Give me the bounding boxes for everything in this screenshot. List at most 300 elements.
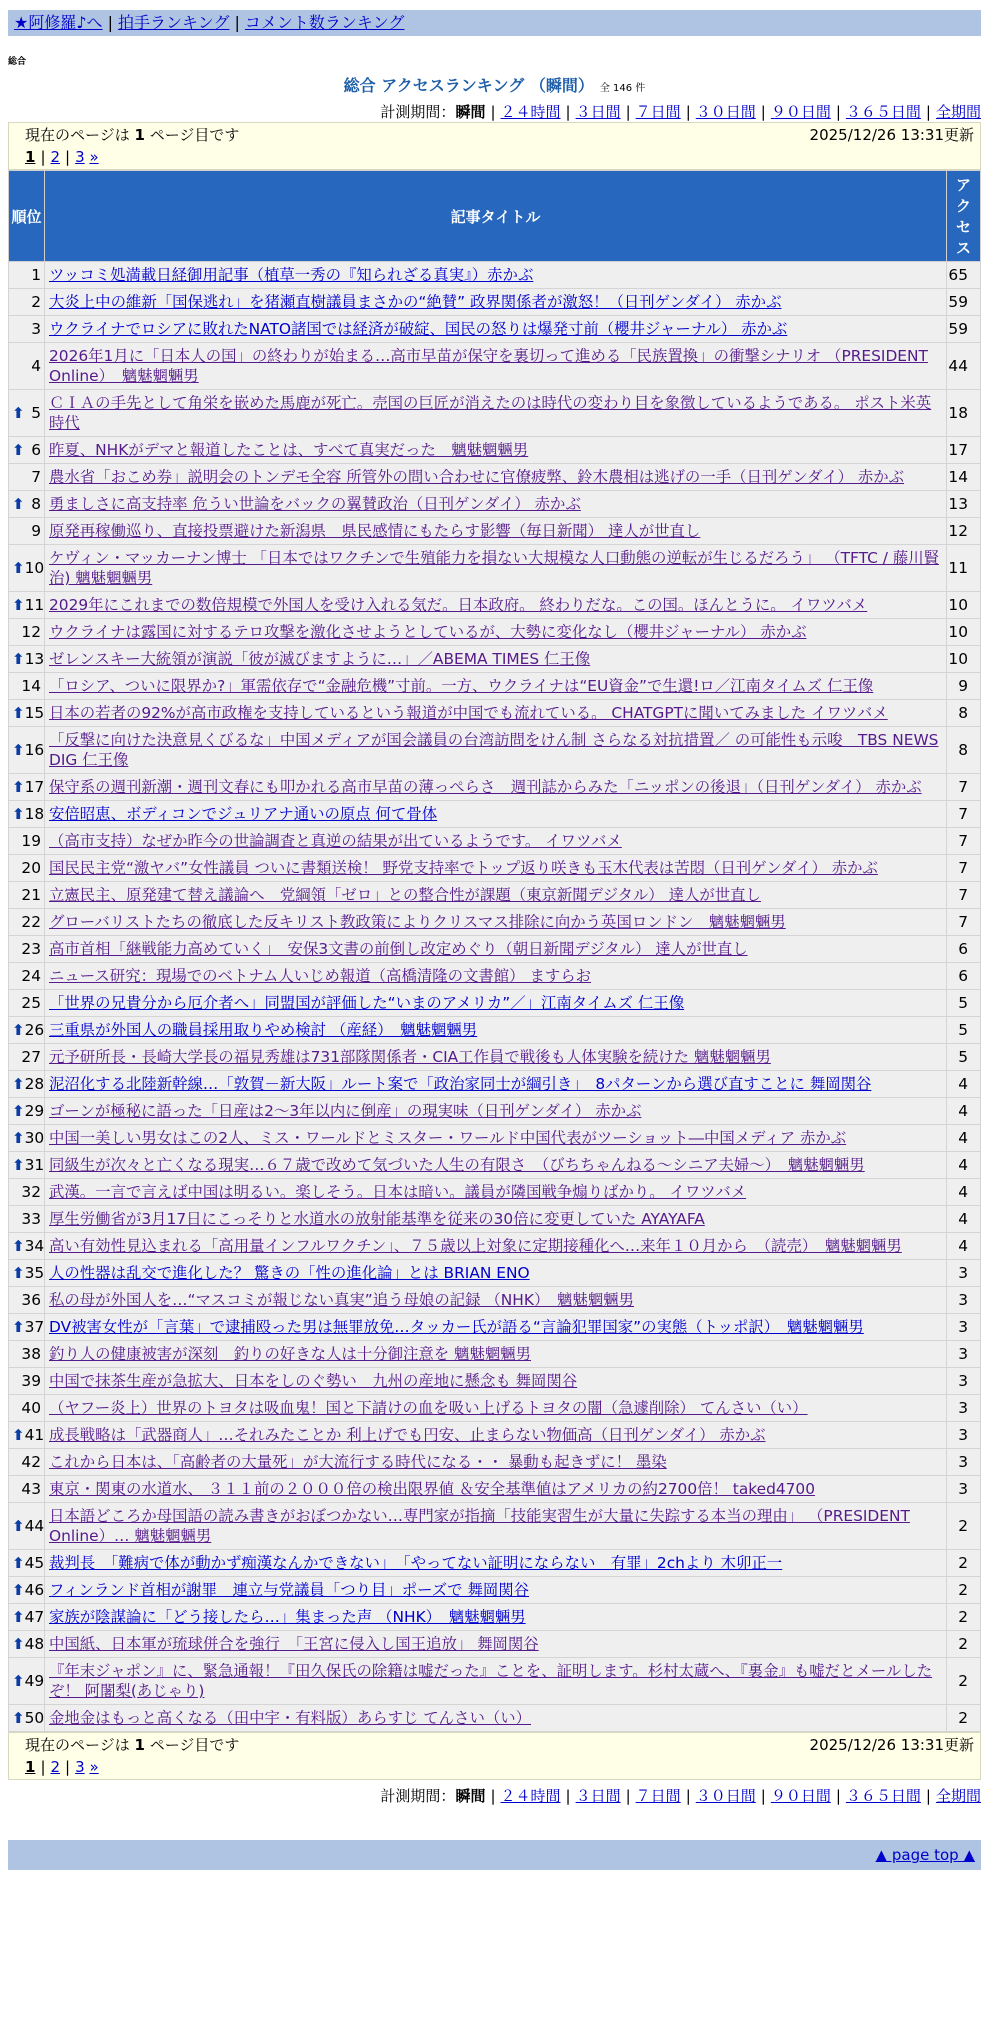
title-cell xyxy=(45,1503,947,1550)
period-link[interactable]: ３６５日間 xyxy=(845,103,921,121)
table-row xyxy=(9,673,981,700)
rank-up-arrow-icon: ⬆ xyxy=(12,1554,25,1572)
article-link[interactable]: ニュース研究：現場でのベトナム人いじめ報道（高橋清隆の文書館） ますらお xyxy=(49,967,592,985)
article-link[interactable]: 安倍昭恵、ボディコンでジュリアナ通いの原点 何て骨体 xyxy=(49,805,438,823)
access-column-header: アクセス xyxy=(947,171,981,262)
period-separator: | xyxy=(490,1787,496,1805)
rank-cell xyxy=(9,1287,45,1314)
access-count: 7 xyxy=(947,855,981,882)
table-row xyxy=(9,437,981,464)
period-separator: | xyxy=(625,1787,631,1805)
rank-up-arrow-icon: ⬆ xyxy=(12,596,25,614)
rank-number: 43 xyxy=(21,1480,41,1498)
rank-cell xyxy=(9,855,45,882)
pager-current-number: 1 xyxy=(134,126,145,144)
rank-number: 18 xyxy=(24,805,45,823)
access-count: 3 xyxy=(947,1476,981,1503)
article-link[interactable]: 泥沼化する北陸新幹線…「敦賀－新大阪」ルート案で「政治家同士が綱引き」 8パターンから選び直すことに 舞岡関谷 xyxy=(49,1075,872,1093)
pager-links-row xyxy=(25,1757,974,1777)
access-count: 18 xyxy=(947,390,981,437)
article-link[interactable]: 東京・関東の水道水、 ３１１前の２０００倍の検出限界値 ＆安全基準値はアメリカの約2700倍！ taked4700 xyxy=(49,1480,816,1498)
total-count: 全 146 件 xyxy=(599,83,646,94)
access-count: 2 xyxy=(947,1577,981,1604)
rank-cell xyxy=(9,289,45,316)
period-label: 計測期間： xyxy=(380,1787,456,1805)
pager-bottom xyxy=(8,1732,981,1780)
rank-number: 1 xyxy=(31,266,41,284)
rank-number: 22 xyxy=(21,913,41,931)
article-link[interactable]: ＣＩＡの手先として角栄を嵌めた馬鹿が死亡。売国の巨匠が消えたのは時代の変わり目を象徴しているようである。 ポスト米英時代 xyxy=(49,394,932,432)
pager-status xyxy=(25,1735,239,1755)
access-count: 4 xyxy=(947,1206,981,1233)
rank-cell xyxy=(9,700,45,727)
article-link[interactable]: 2029年にこれまでの数倍規模で外国人を受け入れる気だ。日本政府。 終わりだな。この国。ほんとうに。 イワツバメ xyxy=(49,596,868,614)
title-cell xyxy=(45,390,947,437)
title-cell xyxy=(45,316,947,343)
rank-cell xyxy=(9,1476,45,1503)
table-row xyxy=(9,1658,981,1705)
table-row xyxy=(9,464,981,491)
pager-page-link[interactable]: 2 xyxy=(50,1758,61,1776)
pager-status-suffix: ページ目です xyxy=(149,126,240,144)
table-row xyxy=(9,1449,981,1476)
rank-up-arrow-icon: ⬆ xyxy=(12,1672,25,1690)
access-count: 7 xyxy=(947,774,981,801)
rank-cell xyxy=(9,464,45,491)
table-row xyxy=(9,855,981,882)
pager-separator: | xyxy=(40,148,46,166)
table-row xyxy=(9,1179,981,1206)
article-link[interactable]: 立憲民主、原発建て替え議論へ 党綱領「ゼロ」との整合性が課題（東京新聞デジタル） 達人が世直し xyxy=(49,886,761,904)
rank-number: 26 xyxy=(24,1021,45,1039)
table-row xyxy=(9,592,981,619)
article-link[interactable]: 三重県が外国人の職員採用取りやめ検討 （産経） 魑魅魍魎男 xyxy=(49,1021,478,1039)
rank-number: 39 xyxy=(21,1372,41,1390)
article-link[interactable]: 同級生が次々と亡くなる現実…６７歳で改めて気づいた人生の有限さ （びちちゃんねる～シニア夫婦～） 魑魅魍魎男 xyxy=(49,1156,865,1174)
table-row xyxy=(9,1287,981,1314)
period-link[interactable]: ３０日間 xyxy=(695,1787,756,1805)
title-cell xyxy=(45,1233,947,1260)
rank-number: 2 xyxy=(31,293,41,311)
pager-separator: | xyxy=(40,1758,46,1776)
period-separator: | xyxy=(835,1787,841,1805)
article-link[interactable]: 釣り人の健康被害が深刻 釣りの好きな人は十分御注意を 魑魅魍魎男 xyxy=(49,1345,532,1363)
rank-number: 19 xyxy=(21,832,41,850)
access-count: 2 xyxy=(947,1631,981,1658)
access-count: 3 xyxy=(947,1287,981,1314)
rank-cell xyxy=(9,545,45,592)
article-link[interactable]: 昨夏、NHKがデマと報道したことは、すべて真実だった 魑魅魍魎男 xyxy=(49,441,529,459)
rank-up-arrow-icon: ⬆ xyxy=(12,495,25,513)
rank-cell xyxy=(9,619,45,646)
table-row xyxy=(9,774,981,801)
pager-top xyxy=(8,122,981,170)
period-link[interactable]: ３日間 xyxy=(575,103,621,121)
rank-number: 35 xyxy=(24,1264,45,1282)
article-link[interactable]: 厚生労働省が3月17日にこっそりと水道水の放射能基準を従来の30倍に変更していた AYAYAFA xyxy=(49,1210,705,1228)
title-cell xyxy=(45,1604,947,1631)
table-row xyxy=(9,316,981,343)
article-link[interactable]: 人の性器は乱交で進化した？ 驚きの「性の進化論」とは BRIAN ENO xyxy=(49,1264,530,1282)
article-link[interactable]: これから日本は、「高齢者の大量死」が大流行する時代になる・・ 暴動も起きずに！ 墨染 xyxy=(49,1453,667,1471)
access-count: 13 xyxy=(947,491,981,518)
access-count: 3 xyxy=(947,1260,981,1287)
period-link[interactable]: ９０日間 xyxy=(770,1787,831,1805)
title-cell xyxy=(45,1125,947,1152)
table-row xyxy=(9,1152,981,1179)
period-link[interactable]: ２４時間 xyxy=(500,103,561,121)
rank-up-arrow-icon: ⬆ xyxy=(12,1156,25,1174)
article-link[interactable]: 農水省「おこめ券」説明会のトンデモ全容 所管外の問い合わせに官僚疲弊、鈴木農相は逃げの一手（日刊ゲンダイ） 赤かぶ xyxy=(49,468,905,486)
access-count: 7 xyxy=(947,801,981,828)
access-count: 14 xyxy=(947,464,981,491)
rank-number: 11 xyxy=(24,596,45,614)
table-row xyxy=(9,882,981,909)
table-row xyxy=(9,1098,981,1125)
title-cell xyxy=(45,464,947,491)
table-row xyxy=(9,1233,981,1260)
period-link[interactable]: ３０日間 xyxy=(695,103,756,121)
article-link[interactable]: グローバリストたちの徹底した反キリスト教政策によりクリスマス排除に向かう英国ロンドン 魑魅魍魎男 xyxy=(49,913,786,931)
rank-up-arrow-icon: ⬆ xyxy=(12,1264,25,1282)
title-cell xyxy=(45,1152,947,1179)
period-separator: | xyxy=(760,1787,766,1805)
rank-number: 49 xyxy=(24,1672,45,1690)
clap-ranking-link[interactable]: 拍手ランキング xyxy=(117,13,230,32)
period-separator: | xyxy=(490,103,496,121)
article-link[interactable]: 日本の若者の92%が高市政権を支持しているという報道が中国でも流れている。 CHATGPTに聞いてみました イワツバメ xyxy=(49,704,888,722)
rank-up-arrow-icon: ⬆ xyxy=(12,1581,25,1599)
rank-number: 23 xyxy=(21,940,41,958)
rank-cell xyxy=(9,936,45,963)
title-cell xyxy=(45,437,947,464)
title-cell xyxy=(45,1395,947,1422)
article-link[interactable]: 勇ましさに高支持率 危うい世論をバックの翼賛政治（日刊ゲンダイ） 赤かぶ xyxy=(49,495,581,513)
rank-cell xyxy=(9,673,45,700)
rank-cell xyxy=(9,1260,45,1287)
rank-cell xyxy=(9,1044,45,1071)
article-link[interactable]: 国民民主党“激ヤバ”女性議員 ついに書類送検！ 野党支持率でトップ返り咲きも玉木代表は苦悶（日刊ゲンダイ） 赤かぶ xyxy=(49,859,878,877)
period-separator: | xyxy=(685,1787,691,1805)
access-count: 7 xyxy=(947,909,981,936)
article-link[interactable]: 高市首相「継戦能力高めていく」 安保3文書の前倒し改定めぐり（朝日新聞デジタル） 達人が世直し xyxy=(49,940,748,958)
table-row xyxy=(9,262,981,289)
rank-number: 21 xyxy=(21,886,41,904)
article-link[interactable]: 武漢。一言で言えば中国は明るい。楽しそう。日本は暗い。議員が隣国戦争煽りばかり。 イワツバメ xyxy=(49,1183,747,1201)
period-link[interactable]: 全期間 xyxy=(935,1787,981,1805)
title-cell xyxy=(45,801,947,828)
table-row xyxy=(9,1260,981,1287)
article-link[interactable]: ゼレンスキー大統領が演説「彼が滅びますように…」／ABEMA TIMES 仁王像 xyxy=(49,650,591,668)
rank-cell xyxy=(9,1179,45,1206)
access-count: 9 xyxy=(947,673,981,700)
rank-up-arrow-icon: ⬆ xyxy=(12,778,25,796)
access-count: 3 xyxy=(947,1395,981,1422)
table-header-row xyxy=(9,171,981,262)
rank-number: 20 xyxy=(21,859,41,877)
title-cell xyxy=(45,882,947,909)
ranking-table xyxy=(8,170,981,1732)
rank-cell xyxy=(9,1705,45,1732)
access-count: 4 xyxy=(947,1179,981,1206)
period-separator: | xyxy=(760,103,766,121)
rank-cell xyxy=(9,1577,45,1604)
article-link[interactable]: 2026年1月に「日本人の国」の終わりが始まる…高市早苗が保守を裏切って進める「民族置換」の衝撃シナリオ （PRESIDENT Online） 魑魅魍魎男 xyxy=(49,347,928,385)
rank-cell xyxy=(9,1550,45,1577)
rank-number: 4 xyxy=(31,357,41,375)
rank-cell xyxy=(9,1395,45,1422)
period-separator: | xyxy=(925,1787,931,1805)
rank-up-arrow-icon: ⬆ xyxy=(12,650,25,668)
rank-number: 10 xyxy=(24,559,45,577)
comment-ranking-link[interactable]: コメント数ランキング xyxy=(244,13,405,32)
page-top-link[interactable]: ▲ page top ▲ xyxy=(875,1846,975,1864)
article-link[interactable]: 大炎上中の維新「国保逃れ」を猪瀬直樹議員まさかの“絶賛” 政界関係者が激怒！（日刊ゲンダイ） 赤かぶ xyxy=(49,293,782,311)
period-separator: | xyxy=(835,103,841,121)
rank-cell xyxy=(9,343,45,390)
access-count: 17 xyxy=(947,437,981,464)
rank-number: 30 xyxy=(24,1129,45,1147)
table-row xyxy=(9,1476,981,1503)
access-count: 11 xyxy=(947,545,981,592)
access-count: 3 xyxy=(947,1449,981,1476)
rank-cell xyxy=(9,882,45,909)
rank-number: 29 xyxy=(24,1102,45,1120)
access-count: 4 xyxy=(947,1098,981,1125)
pager-status-prefix: 現在のページは xyxy=(25,126,130,144)
article-link[interactable]: 金地金はもっと高くなる（田中宇・有料版）あらすじ てんさい（い） xyxy=(49,1709,532,1727)
pager-page-link[interactable]: 2 xyxy=(50,148,61,166)
rank-cell xyxy=(9,801,45,828)
access-count: 4 xyxy=(947,1233,981,1260)
article-link[interactable]: 家族が陰謀論に「どう接したら…」集まった声 （NHK） 魑魅魍魎男 xyxy=(49,1608,526,1626)
rank-up-arrow-icon: ⬆ xyxy=(12,1517,25,1535)
rank-cell xyxy=(9,592,45,619)
article-link[interactable]: （ヤフー炎上）世界のトヨタは吸血鬼！国と下請けの血を吸い上げるトヨタの闇（急遽削除） てんさい（い） xyxy=(49,1399,808,1417)
pager-separator: | xyxy=(65,148,71,166)
table-row xyxy=(9,491,981,518)
title-cell xyxy=(45,700,947,727)
article-link[interactable]: ウクライナは露国に対するテロ攻撃を激化させようとしているが、大勢に変化なし（櫻井ジャーナル） 赤かぶ xyxy=(49,623,807,641)
article-link[interactable]: ゴーンが極秘に語った「日産は2～3年以内に倒産」の現実味（日刊ゲンダイ） 赤かぶ xyxy=(49,1102,642,1120)
rank-cell xyxy=(9,1503,45,1550)
access-count: 59 xyxy=(947,289,981,316)
table-row xyxy=(9,1395,981,1422)
table-row xyxy=(9,1206,981,1233)
period-separator: | xyxy=(565,1787,571,1805)
rank-number: 46 xyxy=(24,1581,45,1599)
rank-up-arrow-icon: ⬆ xyxy=(12,1129,25,1147)
title-cell xyxy=(45,1341,947,1368)
rank-up-arrow-icon: ⬆ xyxy=(12,1318,25,1336)
period-link[interactable]: ７日間 xyxy=(635,1787,681,1805)
rank-cell xyxy=(9,1017,45,1044)
rank-up-arrow-icon: ⬆ xyxy=(12,1021,25,1039)
access-count: 3 xyxy=(947,1341,981,1368)
pager-page-link[interactable]: 3 xyxy=(75,148,85,166)
rank-cell xyxy=(9,1604,45,1631)
title-cell xyxy=(45,343,947,390)
rank-cell xyxy=(9,909,45,936)
rank-cell xyxy=(9,390,45,437)
table-row xyxy=(9,1705,981,1732)
rank-cell xyxy=(9,828,45,855)
article-link[interactable]: 日本語どころか母国語の読み書きがおぼつかない…専門家が指摘「技能実習生が大量に失踪する本当の理由」 （PRESIDENT Online）… 魑魅魍魎男 xyxy=(49,1507,910,1545)
updated-timestamp: 2025/12/26 13:31更新 xyxy=(809,126,974,144)
period-link[interactable]: ２４時間 xyxy=(500,1787,561,1805)
rank-number: 34 xyxy=(24,1237,45,1255)
rank-cell xyxy=(9,1071,45,1098)
article-link[interactable]: DV被害女性が「言葉」で逮捕殴った男は無罪放免…タッカー氏が語る“言論犯罪国家”の実態（トッポ訳） 魑魅魍魎男 xyxy=(49,1318,864,1336)
updated-timestamp: 2025/12/26 13:31更新 xyxy=(809,1736,974,1754)
access-count: 2 xyxy=(947,1550,981,1577)
table-row xyxy=(9,1503,981,1550)
article-link[interactable]: 元予研所長・長崎大学長の福見秀雄は731部隊関係者・CIA工作員で戦後も人体実験を続けた 魑魅魍魎男 xyxy=(49,1048,771,1066)
period-link[interactable]: ３６５日間 xyxy=(845,1787,921,1805)
access-count: 4 xyxy=(947,1125,981,1152)
rank-cell xyxy=(9,1341,45,1368)
article-link[interactable]: 「世界の兄貴分から厄介者へ」同盟国が評価した“いまのアメリカ”／」江南タイムズ 仁王像 xyxy=(49,994,685,1012)
home-link[interactable]: ★阿修羅♪へ xyxy=(14,13,103,32)
rank-up-arrow-icon: ⬆ xyxy=(12,441,25,459)
article-link[interactable]: ケヴィン・マッカーナン博士 「日本ではワクチンで生殖能力を損ない大規模な人口動態の逆転が生じるだろう」 （TFTC / 藤川賢治) 魑魅魍魎男 xyxy=(49,549,939,587)
access-count: 6 xyxy=(947,963,981,990)
title-cell xyxy=(45,289,947,316)
article-link[interactable]: 中国紙、日本軍が琉球併合を強行 「王宮に侵入し国王追放」 舞岡関谷 xyxy=(49,1635,539,1653)
title-cell xyxy=(45,545,947,592)
article-link[interactable]: 「ロシア、ついに限界か?」軍需依存で“金融危機”寸前。一方、ウクライナは“EU資金”で生還!ロ／江南タイムズ 仁王像 xyxy=(49,677,874,695)
rank-number: 40 xyxy=(21,1399,41,1417)
article-link[interactable]: （高市支持）なぜか昨今の世論調査と真逆の結果が出ているようです。 イワツバメ xyxy=(49,832,622,850)
article-link[interactable]: フィンランド首相が謝罪 連立与党議員「つり目」ポーズで 舞岡関谷 xyxy=(49,1581,530,1599)
nav-separator: | xyxy=(107,13,113,32)
period-separator: | xyxy=(565,103,571,121)
title-cell xyxy=(45,592,947,619)
rank-cell xyxy=(9,1206,45,1233)
period-link[interactable]: 全期間 xyxy=(935,103,981,121)
rank-number: 32 xyxy=(21,1183,41,1201)
title-cell xyxy=(45,518,947,545)
period-link[interactable]: ９０日間 xyxy=(770,103,831,121)
period-link[interactable]: ３日間 xyxy=(575,1787,621,1805)
table-row xyxy=(9,289,981,316)
title-cell xyxy=(45,1449,947,1476)
access-count: 2 xyxy=(947,1604,981,1631)
pager-next-link[interactable]: » xyxy=(89,1758,99,1776)
rank-number: 45 xyxy=(24,1554,45,1572)
table-row xyxy=(9,1017,981,1044)
rank-number: 37 xyxy=(24,1318,45,1336)
rank-number: 16 xyxy=(24,741,45,759)
rank-number: 28 xyxy=(24,1075,45,1093)
article-link[interactable]: 保守系の週刊新潮・週刊文春にも叩かれる高市早苗の薄っぺらさ 週刊誌からみた「ニッポンの後退」（日刊ゲンダイ） 赤かぶ xyxy=(49,778,922,796)
rank-cell xyxy=(9,990,45,1017)
table-row xyxy=(9,390,981,437)
title-cell xyxy=(45,855,947,882)
rank-number: 50 xyxy=(24,1709,45,1727)
table-row xyxy=(9,990,981,1017)
access-count: 2 xyxy=(947,1705,981,1732)
period-current: 瞬間 xyxy=(455,1787,486,1805)
article-link[interactable]: ツッコミ処満載日経御用記事（植草一秀の『知られざる真実』）赤かぶ xyxy=(49,266,534,284)
article-link[interactable]: 「反撃に向けた決意見くびるな」中国メディアが国会議員の台湾訪問をけん制 さらなる対抗措置／ の可能性も示唆 TBS NEWS DIG 仁王像 xyxy=(49,731,939,769)
period-selector-bottom xyxy=(8,1786,981,1806)
title-cell xyxy=(45,1206,947,1233)
table-row xyxy=(9,828,981,855)
rank-cell xyxy=(9,1233,45,1260)
title-cell xyxy=(45,491,947,518)
period-link[interactable]: ７日間 xyxy=(635,103,681,121)
access-count: 2 xyxy=(947,1658,981,1705)
title-cell xyxy=(45,1179,947,1206)
pager-status-row xyxy=(25,125,974,145)
title-cell xyxy=(45,1422,947,1449)
rank-number: 27 xyxy=(21,1048,41,1066)
rank-cell xyxy=(9,1422,45,1449)
title-cell xyxy=(45,1705,947,1732)
nav-separator: | xyxy=(234,13,240,32)
article-link[interactable]: 『年末ジャポン』に、緊急通報！『田久保氏の除籍は嘘だった』ことを、証明します。杉村太蔵へ、『裏金』も嘘だとメールしたぞ！ 阿闍梨(あじゃり) xyxy=(49,1662,933,1700)
access-count: 10 xyxy=(947,592,981,619)
rank-number: 48 xyxy=(24,1635,45,1653)
period-current: 瞬間 xyxy=(455,103,486,121)
title-cell xyxy=(45,1017,947,1044)
title-cell xyxy=(45,1287,947,1314)
rank-number: 42 xyxy=(21,1453,41,1471)
table-row xyxy=(9,1422,981,1449)
rank-cell xyxy=(9,1125,45,1152)
article-link[interactable]: 高い有効性見込まれる「高用量インフルワクチン」、７５歳以上対象に定期接種化へ…来年１０月から （読売） 魑魅魍魎男 xyxy=(49,1237,902,1255)
article-link[interactable]: 中国で抹茶生産が急拡大、日本をしのぐ勢い 九州の産地に懸念も 舞岡関谷 xyxy=(49,1372,578,1390)
pager-page-link[interactable]: 3 xyxy=(75,1758,85,1776)
rank-up-arrow-icon: ⬆ xyxy=(12,404,25,422)
access-count: 65 xyxy=(947,262,981,289)
access-count: 7 xyxy=(947,828,981,855)
rank-number: 15 xyxy=(24,704,45,722)
article-link[interactable]: 私の母が外国人を…“マスコミが報じない真実”追う母娘の記録 （NHK） 魑魅魍魎男 xyxy=(49,1291,634,1309)
access-count: 5 xyxy=(947,1017,981,1044)
rank-number: 24 xyxy=(21,967,41,985)
article-link[interactable]: 原発再稼働巡り、直接投票避けた新潟県 県民感情にもたらす影響（毎日新聞） 達人が世直し xyxy=(49,522,701,540)
table-row xyxy=(9,1341,981,1368)
access-count: 7 xyxy=(947,882,981,909)
title-cell xyxy=(45,909,947,936)
article-link[interactable]: 中国一美しい男女はこの2人、ミス・ワールドとミスター・ワールド中国代表がツーショット―中国メディア 赤かぶ xyxy=(49,1129,847,1147)
article-link[interactable]: ウクライナでロシアに敗れたNATO諸国では経済が破綻、国民の怒りは爆発寸前（櫻井ジャーナル） 赤かぶ xyxy=(49,320,788,338)
rank-cell xyxy=(9,1449,45,1476)
rank-up-arrow-icon: ⬆ xyxy=(12,805,25,823)
title-cell xyxy=(45,990,947,1017)
access-count: 12 xyxy=(947,518,981,545)
title-cell xyxy=(45,774,947,801)
title-cell xyxy=(45,1550,947,1577)
rank-up-arrow-icon: ⬆ xyxy=(12,1426,25,1444)
rank-cell xyxy=(9,727,45,774)
table-row xyxy=(9,1631,981,1658)
pager-status xyxy=(25,125,239,145)
access-count: 8 xyxy=(947,700,981,727)
title-cell xyxy=(45,727,947,774)
title-cell xyxy=(45,619,947,646)
table-row xyxy=(9,1314,981,1341)
article-link[interactable]: 成長戦略は「武器商人」…それみたことか 利上げでも円安、止まらない物価高（日刊ゲンダイ） 赤かぶ xyxy=(49,1426,766,1444)
table-row xyxy=(9,936,981,963)
pager-status-row xyxy=(25,1735,974,1755)
breadcrumb: 総合 xyxy=(8,57,27,67)
article-link[interactable]: 裁判長 「難病で体が動かず痴漢なんかできない」 「やってない証明にならない 有罪」2chより 木卯正一 xyxy=(49,1554,783,1572)
rank-cell xyxy=(9,1098,45,1125)
pager-next-link[interactable]: » xyxy=(89,148,99,166)
